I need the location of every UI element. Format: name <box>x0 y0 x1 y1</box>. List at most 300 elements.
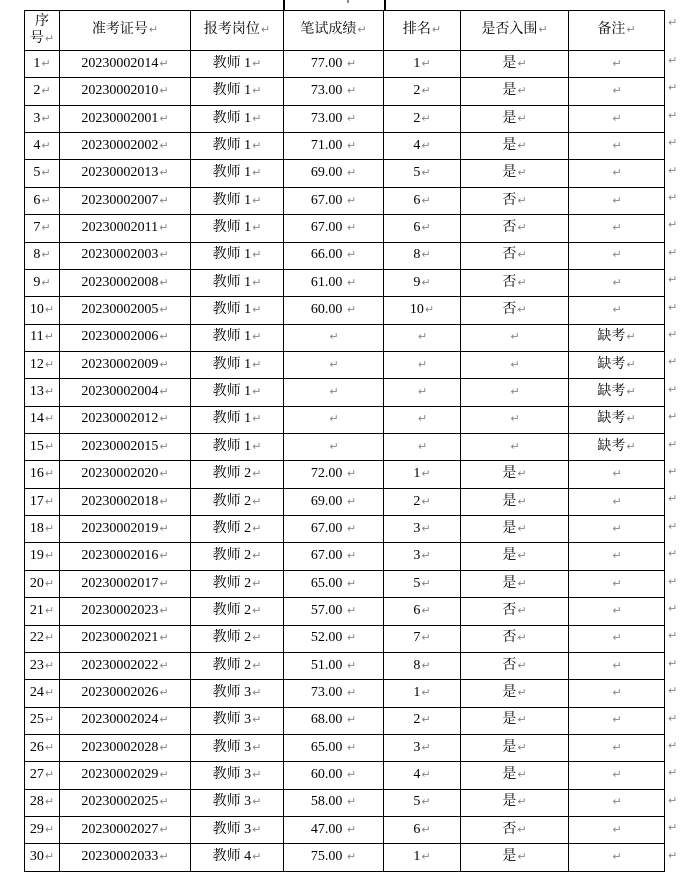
cell-rank[interactable] <box>384 187 461 214</box>
cell-value: 8 <box>33 247 41 263</box>
cell-position[interactable] <box>191 652 284 679</box>
cell-remark[interactable] <box>569 488 665 515</box>
cell-score[interactable] <box>284 734 384 761</box>
cell-remark[interactable] <box>569 625 665 652</box>
paragraph-mark-icon: ↵ <box>517 713 527 727</box>
cell-score[interactable] <box>284 625 384 652</box>
cell-rank[interactable] <box>384 160 461 187</box>
cell-score[interactable] <box>284 51 384 78</box>
cell-rank[interactable] <box>384 488 461 515</box>
cell-score[interactable] <box>284 598 384 625</box>
cell-rank[interactable] <box>384 652 461 679</box>
cell-index[interactable] <box>25 844 60 872</box>
cell-remark[interactable] <box>569 297 665 324</box>
cell-shortlisted[interactable] <box>461 160 569 187</box>
paragraph-mark-icon: ↵ <box>252 576 262 590</box>
cell-ticket_number[interactable] <box>60 516 191 543</box>
cell-remark[interactable] <box>569 406 665 433</box>
paragraph-mark-icon: ↵ <box>346 56 357 70</box>
cell-score[interactable] <box>284 133 384 160</box>
cell-value: 教师 1 <box>212 110 252 126</box>
cell-position[interactable] <box>191 78 284 105</box>
cell-value: 9 <box>413 274 421 290</box>
cell-score[interactable] <box>284 269 384 296</box>
cell-position[interactable] <box>191 434 284 461</box>
cell-index[interactable] <box>25 215 60 242</box>
cell-remark[interactable] <box>569 543 665 570</box>
cell-score[interactable] <box>284 762 384 789</box>
cell-ticket_number[interactable] <box>60 488 191 515</box>
cell-rank[interactable] <box>384 598 461 625</box>
cell-index[interactable] <box>25 762 60 789</box>
cell-position[interactable] <box>191 51 284 78</box>
cell-value: 8 <box>413 247 421 263</box>
cell-position[interactable] <box>191 734 284 761</box>
paragraph-mark-icon: ↵ <box>252 603 262 617</box>
paragraph-mark-icon: ↵ <box>517 303 527 317</box>
cell-value: 5 <box>33 165 41 181</box>
cell-value: 5 <box>413 794 421 810</box>
paragraph-mark-icon: ↵ <box>424 303 435 317</box>
cell-shortlisted[interactable] <box>461 543 569 570</box>
cell-shortlisted[interactable] <box>461 105 569 132</box>
paragraph-mark-icon: ↵ <box>252 248 262 262</box>
cell-ticket_number[interactable] <box>60 269 191 296</box>
cell-value: 是 <box>502 165 517 181</box>
cell-score[interactable] <box>284 570 384 597</box>
cell-position[interactable] <box>191 543 284 570</box>
cell-remark[interactable] <box>569 516 665 543</box>
paragraph-mark-icon: ↵ <box>44 603 55 617</box>
cell-remark[interactable] <box>569 789 665 816</box>
cell-value: 20230002025 <box>81 794 159 810</box>
cell-index[interactable] <box>25 625 60 652</box>
cell-shortlisted[interactable] <box>461 488 569 515</box>
paragraph-mark-icon: ↵ <box>517 603 527 617</box>
cell-rank[interactable] <box>384 269 461 296</box>
paragraph-mark-icon: ↵ <box>431 23 442 37</box>
cell-rank[interactable] <box>384 324 461 351</box>
cell-position[interactable] <box>191 707 284 734</box>
cell-position[interactable] <box>191 570 284 597</box>
cell-ticket_number[interactable] <box>60 406 191 433</box>
cell-index[interactable] <box>25 461 60 488</box>
cell-position[interactable] <box>191 598 284 625</box>
paragraph-mark-icon: ↵ <box>626 23 636 37</box>
cell-rank[interactable] <box>384 543 461 570</box>
cell-index[interactable] <box>25 351 60 378</box>
cell-ticket_number[interactable] <box>60 543 191 570</box>
paragraph-mark-icon: ↵ <box>421 713 431 727</box>
cell-remark[interactable] <box>569 434 665 461</box>
paragraph-mark-icon: ↵ <box>44 303 55 317</box>
column-header-remark[interactable] <box>569 11 665 51</box>
cell-index[interactable] <box>25 269 60 296</box>
cell-remark[interactable] <box>569 51 665 78</box>
cell-rank[interactable] <box>384 461 461 488</box>
cell-rank[interactable] <box>384 379 461 406</box>
cell-shortlisted[interactable] <box>461 625 569 652</box>
cell-index[interactable] <box>25 78 60 105</box>
cell-score[interactable] <box>284 844 384 872</box>
cell-shortlisted[interactable] <box>461 461 569 488</box>
cell-index[interactable] <box>25 652 60 679</box>
paragraph-mark-icon: ↵ <box>346 850 357 864</box>
cell-value: 20230002018 <box>81 493 159 509</box>
cell-remark[interactable] <box>569 242 665 269</box>
cell-remark[interactable] <box>569 680 665 707</box>
cell-value: 是 <box>502 794 517 810</box>
paragraph-mark-icon: ↵ <box>252 193 262 207</box>
cell-remark[interactable] <box>569 324 665 351</box>
cell-value: 教师 2 <box>212 602 252 618</box>
cell-ticket_number[interactable] <box>60 817 191 844</box>
cell-remark[interactable] <box>569 105 665 132</box>
paragraph-mark-icon: ↵ <box>159 303 169 317</box>
paragraph-mark-icon: ↵ <box>346 138 357 152</box>
header-label: 序号 <box>29 13 49 46</box>
cell-value: 20230002015 <box>81 438 159 454</box>
row-end-mark-icon: ↵ <box>668 492 678 506</box>
paragraph-mark-icon: ↵ <box>421 549 431 563</box>
cell-position[interactable] <box>191 461 284 488</box>
cell-ticket_number[interactable] <box>60 242 191 269</box>
cell-score[interactable] <box>284 351 384 378</box>
cell-shortlisted[interactable] <box>461 789 569 816</box>
column-header-index[interactable] <box>25 11 60 51</box>
cell-score[interactable] <box>284 379 384 406</box>
cell-position[interactable] <box>191 133 284 160</box>
cell-score[interactable] <box>284 215 384 242</box>
paragraph-mark-icon: ↵ <box>159 385 169 399</box>
cell-ticket_number[interactable] <box>60 351 191 378</box>
cell-value: 教师 1 <box>212 329 252 345</box>
cell-remark[interactable] <box>569 187 665 214</box>
cell-rank[interactable] <box>384 734 461 761</box>
cell-ticket_number[interactable] <box>60 625 191 652</box>
cell-ticket_number[interactable] <box>60 844 191 872</box>
cell-score[interactable] <box>284 461 384 488</box>
paragraph-mark-icon: ↵ <box>612 248 622 262</box>
column-header-shortlisted[interactable] <box>461 11 569 51</box>
column-header-ticket_number[interactable] <box>60 11 191 51</box>
cell-position[interactable] <box>191 844 284 872</box>
cell-score[interactable] <box>284 652 384 679</box>
cell-shortlisted[interactable] <box>461 324 569 351</box>
row-end-mark-icon: ↵ <box>668 821 678 835</box>
cell-value: 20230002021 <box>81 630 159 646</box>
cell-score[interactable] <box>284 817 384 844</box>
cell-remark[interactable] <box>569 160 665 187</box>
cell-score[interactable] <box>284 242 384 269</box>
paragraph-mark-icon: ↵ <box>346 603 357 617</box>
cell-rank[interactable] <box>384 434 461 461</box>
cell-score[interactable] <box>284 187 384 214</box>
row-end-mark-icon: ↵ <box>668 711 678 725</box>
cell-ticket_number[interactable] <box>60 187 191 214</box>
cell-index[interactable] <box>25 789 60 816</box>
cell-shortlisted[interactable] <box>461 215 569 242</box>
paragraph-mark-icon: ↵ <box>626 412 636 426</box>
cell-index[interactable] <box>25 324 60 351</box>
cell-index[interactable] <box>25 434 60 461</box>
cell-score[interactable] <box>284 680 384 707</box>
cell-value: 教师 3 <box>212 712 252 728</box>
cell-position[interactable] <box>191 215 284 242</box>
cell-position[interactable] <box>191 187 284 214</box>
table-row <box>25 78 665 105</box>
table-row <box>25 598 665 625</box>
cell-position[interactable] <box>191 516 284 543</box>
cell-score[interactable] <box>284 406 384 433</box>
cell-ticket_number[interactable] <box>60 652 191 679</box>
cell-remark[interactable] <box>569 817 665 844</box>
cell-shortlisted[interactable] <box>461 297 569 324</box>
paragraph-mark-icon: ↵ <box>159 740 169 754</box>
cell-index[interactable] <box>25 133 60 160</box>
cell-ticket_number[interactable] <box>60 297 191 324</box>
cell-position[interactable] <box>191 789 284 816</box>
cell-rank[interactable] <box>384 78 461 105</box>
cell-index[interactable] <box>25 543 60 570</box>
cell-rank[interactable] <box>384 242 461 269</box>
cell-score[interactable] <box>284 324 384 351</box>
cell-remark[interactable] <box>569 461 665 488</box>
cell-position[interactable] <box>191 105 284 132</box>
cell-value: 22 <box>29 630 44 646</box>
cell-ticket_number[interactable] <box>60 160 191 187</box>
cell-shortlisted[interactable] <box>461 844 569 872</box>
cell-index[interactable] <box>25 707 60 734</box>
paragraph-mark-icon: ↵ <box>346 467 357 481</box>
paragraph-mark-icon: ↵ <box>612 84 622 98</box>
cell-remark[interactable] <box>569 215 665 242</box>
cell-shortlisted[interactable] <box>461 133 569 160</box>
column-header-position[interactable] <box>191 11 284 51</box>
cell-ticket_number[interactable] <box>60 734 191 761</box>
cell-remark[interactable] <box>569 598 665 625</box>
cell-shortlisted[interactable] <box>461 242 569 269</box>
cell-rank[interactable] <box>384 707 461 734</box>
table-row <box>25 269 665 296</box>
column-header-score[interactable] <box>284 11 384 51</box>
cell-shortlisted[interactable] <box>461 680 569 707</box>
cell-position[interactable] <box>191 160 284 187</box>
cell-remark[interactable] <box>569 78 665 105</box>
cell-ticket_number[interactable] <box>60 680 191 707</box>
cell-ticket_number[interactable] <box>60 105 191 132</box>
cell-score[interactable] <box>284 488 384 515</box>
cell-score[interactable] <box>284 543 384 570</box>
cell-index[interactable] <box>25 379 60 406</box>
cell-index[interactable] <box>25 160 60 187</box>
cell-index[interactable] <box>25 598 60 625</box>
cell-remark[interactable] <box>569 652 665 679</box>
cell-score[interactable] <box>284 516 384 543</box>
cell-position[interactable] <box>191 817 284 844</box>
cell-ticket_number[interactable] <box>60 78 191 105</box>
cell-value: 20230002028 <box>81 739 159 755</box>
cell-position[interactable] <box>191 242 284 269</box>
paragraph-mark-icon: ↵ <box>44 385 55 399</box>
cell-value: 12 <box>29 356 44 372</box>
cell-remark[interactable] <box>569 133 665 160</box>
cell-rank[interactable] <box>384 680 461 707</box>
cell-position[interactable] <box>191 625 284 652</box>
cell-position[interactable] <box>191 324 284 351</box>
cell-value: 23 <box>29 657 44 673</box>
cell-score[interactable] <box>284 707 384 734</box>
paragraph-mark-icon: ↵ <box>421 631 431 645</box>
cell-ticket_number[interactable] <box>60 707 191 734</box>
cell-ticket_number[interactable] <box>60 51 191 78</box>
cell-rank[interactable] <box>384 570 461 597</box>
cell-value: 20230002033 <box>81 849 159 865</box>
cell-ticket_number[interactable] <box>60 133 191 160</box>
cell-ticket_number[interactable] <box>60 789 191 816</box>
cell-rank[interactable] <box>384 789 461 816</box>
cell-shortlisted[interactable] <box>461 406 569 433</box>
cell-shortlisted[interactable] <box>461 570 569 597</box>
cell-index[interactable] <box>25 105 60 132</box>
paragraph-mark-icon: ↵ <box>252 56 262 70</box>
cell-rank[interactable] <box>384 105 461 132</box>
cell-shortlisted[interactable] <box>461 379 569 406</box>
cell-rank[interactable] <box>384 133 461 160</box>
cell-index[interactable] <box>25 734 60 761</box>
cell-score[interactable] <box>284 434 384 461</box>
cell-position[interactable] <box>191 351 284 378</box>
cell-rank[interactable] <box>384 516 461 543</box>
cell-index[interactable] <box>25 51 60 78</box>
cell-index[interactable] <box>25 488 60 515</box>
table-row <box>25 734 665 761</box>
cell-value: 10 <box>29 302 44 318</box>
cell-index[interactable] <box>25 406 60 433</box>
cell-score[interactable] <box>284 105 384 132</box>
cell-index[interactable] <box>25 570 60 597</box>
cell-index[interactable] <box>25 297 60 324</box>
cell-remark[interactable] <box>569 734 665 761</box>
cell-shortlisted[interactable] <box>461 652 569 679</box>
paragraph-mark-icon: ↵ <box>510 357 520 371</box>
cell-value: 29 <box>29 821 44 837</box>
table-row <box>25 625 665 652</box>
header-label: 备注 <box>597 22 626 38</box>
cell-index[interactable] <box>25 516 60 543</box>
cell-remark[interactable] <box>569 707 665 734</box>
paragraph-mark-icon: ↵ <box>44 850 55 864</box>
cell-shortlisted[interactable] <box>461 817 569 844</box>
cell-index[interactable] <box>25 242 60 269</box>
column-header-rank[interactable] <box>384 11 461 51</box>
cell-shortlisted[interactable] <box>461 516 569 543</box>
cell-index[interactable] <box>25 817 60 844</box>
cell-ticket_number[interactable] <box>60 324 191 351</box>
cell-remark[interactable] <box>569 844 665 872</box>
paragraph-mark-icon: ↵ <box>329 385 339 399</box>
cell-value: 缺考 <box>597 329 626 345</box>
cell-position[interactable] <box>191 379 284 406</box>
cell-remark[interactable] <box>569 351 665 378</box>
paragraph-mark-icon: ↵ <box>346 303 357 317</box>
paragraph-mark-icon: ↵ <box>612 740 622 754</box>
header-label: 是否入围 <box>481 22 538 38</box>
cell-position[interactable] <box>191 762 284 789</box>
cell-remark[interactable] <box>569 379 665 406</box>
cell-value: 教师 1 <box>212 356 252 372</box>
cell-rank[interactable] <box>384 762 461 789</box>
cell-ticket_number[interactable] <box>60 461 191 488</box>
cell-shortlisted[interactable] <box>461 734 569 761</box>
cell-position[interactable] <box>191 406 284 433</box>
cell-position[interactable] <box>191 488 284 515</box>
cell-rank[interactable] <box>384 817 461 844</box>
cell-ticket_number[interactable] <box>60 598 191 625</box>
cell-value: 57.00 <box>310 602 346 618</box>
row-end-mark-icon: ↵ <box>668 163 678 177</box>
cell-index[interactable] <box>25 680 60 707</box>
cell-value: 21 <box>29 602 44 618</box>
cell-shortlisted[interactable] <box>461 598 569 625</box>
cell-index[interactable] <box>25 187 60 214</box>
cell-value: 20230002005 <box>81 302 159 318</box>
cell-shortlisted[interactable] <box>461 351 569 378</box>
cell-score[interactable] <box>284 160 384 187</box>
cell-value: 68.00 <box>310 712 346 728</box>
cell-value: 60.00 <box>310 767 346 783</box>
cell-position[interactable] <box>191 269 284 296</box>
cell-rank[interactable] <box>384 406 461 433</box>
cell-remark[interactable] <box>569 762 665 789</box>
cell-ticket_number[interactable] <box>60 434 191 461</box>
cell-rank[interactable] <box>384 625 461 652</box>
paragraph-mark-icon: ↵ <box>517 494 527 508</box>
cell-ticket_number[interactable] <box>60 570 191 597</box>
cell-shortlisted[interactable] <box>461 434 569 461</box>
cell-position[interactable] <box>191 680 284 707</box>
cell-score[interactable] <box>284 78 384 105</box>
cell-ticket_number[interactable] <box>60 215 191 242</box>
cell-value: 77.00 <box>310 55 346 71</box>
paragraph-mark-icon: ↵ <box>346 631 357 645</box>
cell-ticket_number[interactable] <box>60 379 191 406</box>
cell-shortlisted[interactable] <box>461 51 569 78</box>
cell-ticket_number[interactable] <box>60 762 191 789</box>
cell-shortlisted[interactable] <box>461 762 569 789</box>
paragraph-mark-icon: ↵ <box>346 740 357 754</box>
cell-remark[interactable] <box>569 570 665 597</box>
cell-remark[interactable] <box>569 269 665 296</box>
cell-position[interactable] <box>191 297 284 324</box>
paragraph-mark-icon: ↵ <box>517 111 527 125</box>
cell-rank[interactable] <box>384 297 461 324</box>
paragraph-mark-icon: ↵ <box>417 330 428 344</box>
cell-rank[interactable] <box>384 351 461 378</box>
cell-rank[interactable] <box>384 215 461 242</box>
cell-rank[interactable] <box>384 844 461 872</box>
cell-rank[interactable] <box>384 51 461 78</box>
cell-shortlisted[interactable] <box>461 269 569 296</box>
cell-value: 教师 3 <box>212 739 252 755</box>
paragraph-mark-icon: ↵ <box>41 111 51 125</box>
cell-score[interactable] <box>284 789 384 816</box>
cell-score[interactable] <box>284 297 384 324</box>
cell-shortlisted[interactable] <box>461 78 569 105</box>
cell-shortlisted[interactable] <box>461 187 569 214</box>
cell-shortlisted[interactable] <box>461 707 569 734</box>
cell-value: 20230002010 <box>81 83 159 99</box>
